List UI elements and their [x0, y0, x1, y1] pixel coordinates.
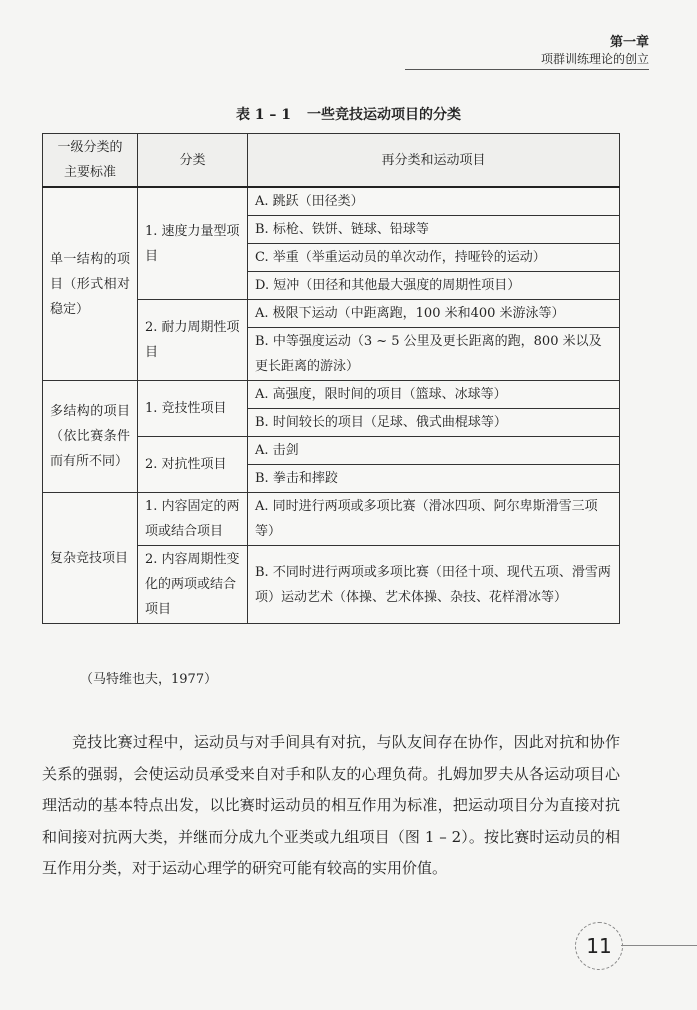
- criterion-cell: 单一结构的项目（形式相对稳定）: [43, 187, 138, 381]
- header-subclass: 再分类和运动项目: [248, 134, 620, 188]
- table-row: [43, 493, 620, 546]
- item-cell: A. 高强度，限时间的项目（篮球、冰球等）: [248, 381, 620, 409]
- item-cell: C. 举重（举重运动员的单次动作，持哑铃的运动）: [248, 244, 620, 272]
- item-cell: A. 跳跃（田径类）: [248, 187, 620, 216]
- class-cell: 2. 耐力周期性项目: [138, 300, 248, 381]
- criterion-cell: 多结构的项目（依比赛条件而有所不同）: [43, 381, 138, 493]
- item-cell: B. 拳击和摔跤: [248, 465, 620, 493]
- header-criterion: [43, 134, 138, 188]
- class-cell: 1. 速度力量型项目: [138, 187, 248, 300]
- item-cell: D. 短冲（田径和其他最大强度的周期性项目）: [248, 272, 620, 300]
- classification-table: [42, 133, 620, 624]
- header-criterion-line1: 一级分类的: [57, 140, 123, 155]
- class-cell: 1. 内容固定的两项或结合项目: [138, 493, 248, 546]
- item-cell: B. 不同时进行两项或多项比赛（田径十项、现代五项、滑雪两项）运动艺术（体操、艺术体操、杂技、花样滑冰等）: [248, 546, 620, 624]
- table-row: [43, 381, 620, 409]
- table-source: （马特维也夫，1977）: [80, 672, 218, 687]
- page-number: 11: [575, 922, 623, 970]
- item-cell: A. 击剑: [248, 437, 620, 465]
- item-cell: B. 中等强度运动（3 ~ 5 公里及更长距离的跑，800 米以及更长距离的游泳）: [248, 328, 620, 381]
- table-header-row: [43, 134, 620, 188]
- chapter-subtitle: 项群训练理论的创立: [540, 52, 649, 66]
- footer-rule: [621, 945, 697, 946]
- header-criterion-line2: 主要标准: [63, 165, 116, 180]
- class-cell: 2. 对抗性项目: [138, 437, 248, 493]
- body-paragraph: 竞技比赛过程中，运动员与对手间具有对抗，与队友间存在协作，因此对抗和协作关系的强弱，会使运动员承受来自对手和队友的心理负荷。扎姆加罗夫从各运动项目心理活动的基本特点出发，以比赛时运动员的相互作用为标准，把运动项目分为直接对抗和间接对抗两大类，并继而分成九个亚类或九组项目（图 1 – 2）。按比赛时运动员的相互作用分类，对于运动心理学的研究可能有较高的实用价值。: [42, 733, 620, 877]
- table-caption: [0, 104, 697, 124]
- item-cell: B. 标枪、铁饼、链球、铅球等: [248, 216, 620, 244]
- item-cell: B. 时间较长的项目（足球、俄式曲棍球等）: [248, 409, 620, 437]
- header-class: 分类: [138, 134, 248, 188]
- class-cell: 1. 竞技性项目: [138, 381, 248, 437]
- item-cell: A. 极限下运动（中距离跑，100 米和400 米游泳等）: [248, 300, 620, 328]
- criterion-cell: 复杂竞技项目: [43, 493, 138, 624]
- class-cell: 2. 内容周期性变化的两项或结合项目: [138, 546, 248, 624]
- table-number: 表 1 – 1: [235, 107, 292, 123]
- running-head: [541, 34, 649, 68]
- item-cell: A. 同时进行两项或多项比赛（滑冰四项、阿尔卑斯滑雪三项等）: [248, 493, 620, 546]
- chapter-label: 第一章: [609, 35, 649, 50]
- table-row: [43, 187, 620, 216]
- header-rule: [405, 69, 649, 70]
- table-title: 一些竞技运动项目的分类: [307, 107, 462, 123]
